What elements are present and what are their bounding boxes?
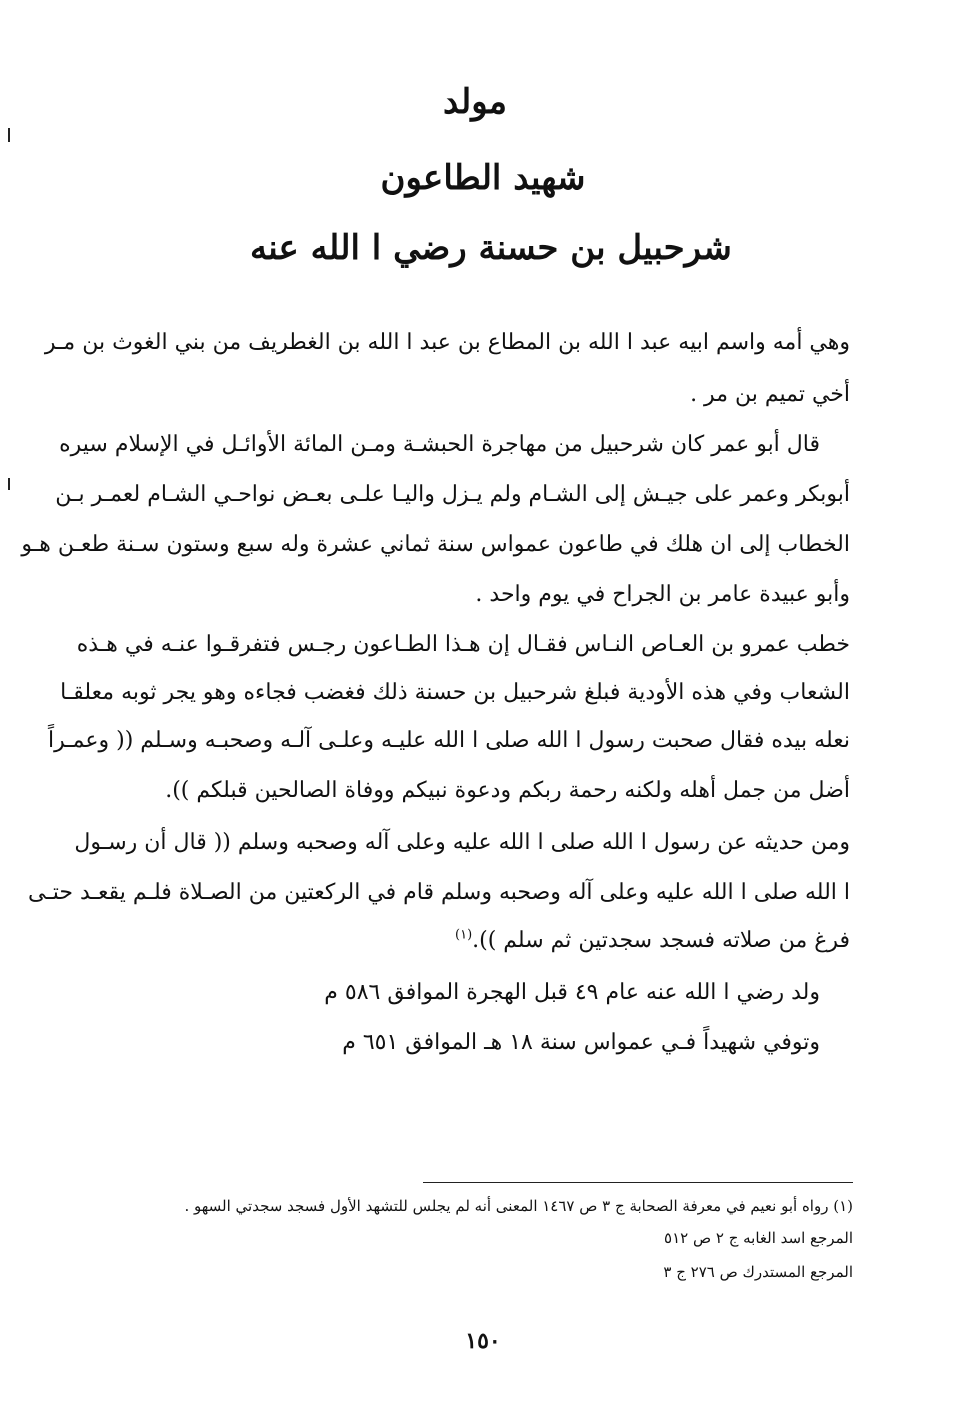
body-line: الشعاب وفي هذه الأودية فبلغ شرحبيل بن حسنة ذلك فغضب فجاءه وهو يجر ثوبه معلقـا (60, 680, 850, 705)
body-line: وأبو عبيدة عامر بن الجراح في يوم واحد . (475, 582, 850, 607)
footnote-reference-line: المرجع اسد الغابه ج ٢ ص ٥١٢ (664, 1229, 853, 1247)
page-number: ١٥٠ (465, 1328, 501, 1354)
body-line: وهي أمه واسم ابيه عبد ا الله بن المطاع بن عبد ا الله بن الغطريف من بني الغوث بن مـر (44, 330, 850, 355)
footnote-reference: (١) (455, 927, 473, 943)
margin-mark (8, 128, 10, 142)
birth-line: ولد رضي ا الله عنه عام ٤٩ قبل الهجرة الموافق ٥٨٦ م (324, 980, 820, 1005)
body-line: الخطاب إلى ان هلك في طاعون عمواس سنة ثماني عشرة وله سبع وستون سـنة طعـن هـو (21, 532, 850, 557)
footnote: (١) رواه أبو نعيم في معرفة الصحابة ج ٣ ص ١٤٦٧ المعنى أنه لم يجلس للتشهد الأول فسجد سجدتي السهو . (184, 1197, 853, 1215)
death-line: وتوفي شهيداً فـي عمواس سنة ١٨ هـ الموافق ٦٥١ م (342, 1030, 820, 1055)
footnote-divider (423, 1182, 853, 1183)
body-line: ا الله صلى ا الله عليه وعلى آله وصحبه وسلم قام في الركعتين من الصـلاة فلـم يقعـد حتـى (28, 880, 850, 905)
book-page (8, 0, 958, 1405)
page-title-line-3: شرحبيل بن حسنة رضي ا الله عنه (250, 228, 732, 268)
body-line: أبوبكر وعمر على جيـش إلى الشـام ولم يـزل واليـا علـى بعـض نواحـي الشـام لعمـر بـن (55, 482, 850, 507)
page-title-line-2: شهيد الطاعون (380, 158, 586, 198)
body-line: خطب عمرو بن العـاص النـاس فقـال إن هـذا الطـاعون رجـس فتفرقـوا عنـه في هـذه (76, 632, 850, 657)
body-line: نعله بيده فقال صحبت رسول ا الله صلى ا الله عليـه وعلـى آلـه وصحبـه وسـلم (( وعمـراً (47, 728, 850, 753)
body-line: أخي تميم بن مر . (690, 382, 850, 407)
footnote-reference-line: المرجع المستدرك ص ٢٧٦ ج ٣ (663, 1263, 853, 1281)
page-title-line-1: مولد (443, 82, 507, 122)
body-text: فرغ من صلاته فسجد سجدتين ثم سلم )). (472, 928, 850, 953)
margin-mark (8, 478, 10, 490)
body-line: أضل من جمل أهله ولكنه رحمة ربكم ودعوة نبيكم ووفاة الصالحين قبلكم )). (165, 778, 850, 803)
body-line (115, 920, 850, 962)
body-line: قال أبو عمر كان شرحبيل من مهاجرة الحبشـة ومـن المائة الأوائـل في الإسلام سيره (59, 432, 820, 457)
body-line: ومن حديثه عن رسول ا الله صلى ا الله عليه وعلى آله وصحبه وسلم (( قال أن رسـول (74, 830, 850, 855)
